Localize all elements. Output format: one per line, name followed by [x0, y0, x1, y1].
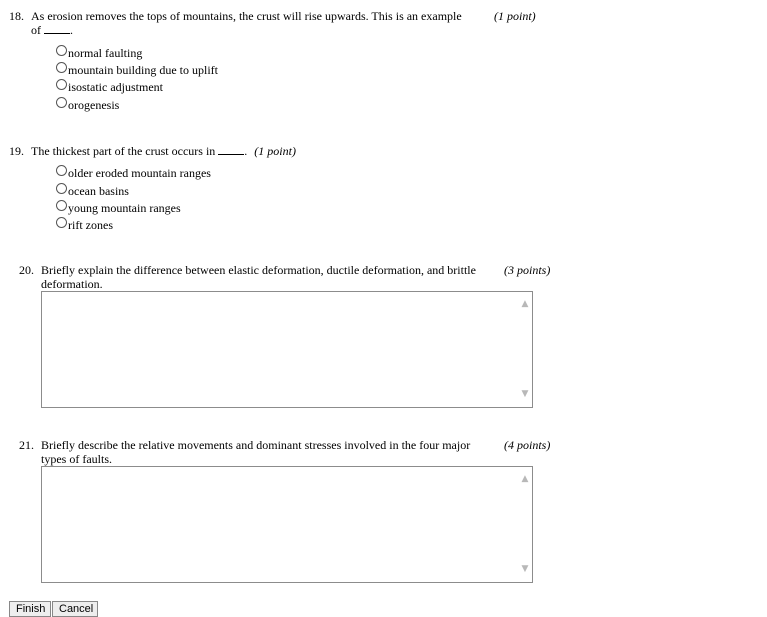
- question-text-line: Briefly describe the relative movements and dominant stresses involved in the four major: [41, 438, 471, 452]
- question-text-line-start: of: [31, 23, 41, 37]
- option-label: young mountain ranges: [68, 200, 181, 215]
- radio-button[interactable]: [56, 79, 67, 90]
- option-orogenesis[interactable]: [56, 97, 119, 113]
- question-points: (4 points): [504, 438, 551, 452]
- chevron-up-icon[interactable]: ▲: [521, 299, 529, 309]
- option-label: older eroded mountain ranges: [68, 165, 211, 180]
- finish-button[interactable]: Finish: [9, 601, 51, 617]
- option-label: ocean basins: [68, 183, 129, 198]
- question-points: (1 point): [494, 9, 536, 23]
- option-label: isostatic adjustment: [68, 79, 163, 94]
- question-text-line: As erosion removes the tops of mountains, the crust will rise upwards. This is an example: [31, 9, 462, 23]
- chevron-up-icon[interactable]: ▲: [521, 474, 529, 484]
- answer-textarea[interactable]: [41, 466, 533, 583]
- question-text-line: of .: [31, 23, 73, 37]
- question-text: The thickest part of the crust occurs in . (1 point): [31, 144, 296, 158]
- radio-button[interactable]: [56, 62, 67, 73]
- cancel-button[interactable]: Cancel: [52, 601, 98, 617]
- radio-button[interactable]: [56, 200, 67, 211]
- option-mountain-building[interactable]: [56, 62, 218, 78]
- option-ocean-basins[interactable]: [56, 183, 129, 199]
- option-rift-zones[interactable]: [56, 217, 113, 233]
- question-text-line: types of faults.: [41, 452, 112, 466]
- option-label: rift zones: [68, 217, 113, 232]
- option-normal-faulting[interactable]: [56, 45, 142, 61]
- answer-blank: [44, 23, 70, 34]
- question-text: [41, 263, 491, 291]
- option-older-eroded-mountain-ranges[interactable]: [56, 165, 211, 181]
- option-label: orogenesis: [68, 97, 120, 112]
- chevron-down-icon[interactable]: ▼: [521, 389, 529, 399]
- question-number: 19.: [9, 144, 24, 158]
- radio-button[interactable]: [56, 183, 67, 194]
- option-label: normal faulting: [68, 45, 143, 60]
- option-isostatic-adjustment[interactable]: [56, 79, 163, 95]
- question-text-line: The thickest part of the crust occurs in: [31, 144, 216, 158]
- question-number: 18.: [9, 9, 24, 23]
- answer-blank: [218, 144, 244, 155]
- question-text: [31, 9, 471, 37]
- question-points: (1 point): [254, 144, 296, 158]
- option-young-mountain-ranges[interactable]: [56, 200, 181, 216]
- chevron-down-icon[interactable]: ▼: [521, 564, 529, 574]
- radio-button[interactable]: [56, 165, 67, 176]
- question-text-line: deformation.: [41, 277, 103, 291]
- question-text-line: Briefly explain the difference between elastic deformation, ductile deformation, and brittle: [41, 263, 476, 277]
- question-points: (3 points): [504, 263, 551, 277]
- option-label: mountain building due to uplift: [68, 62, 218, 77]
- question-text: [41, 438, 491, 466]
- radio-button[interactable]: [56, 97, 67, 108]
- radio-button[interactable]: [56, 217, 67, 228]
- radio-button[interactable]: [56, 45, 67, 56]
- question-number: 21.: [19, 438, 34, 452]
- question-number: 20.: [19, 263, 34, 277]
- answer-textarea[interactable]: [41, 291, 533, 408]
